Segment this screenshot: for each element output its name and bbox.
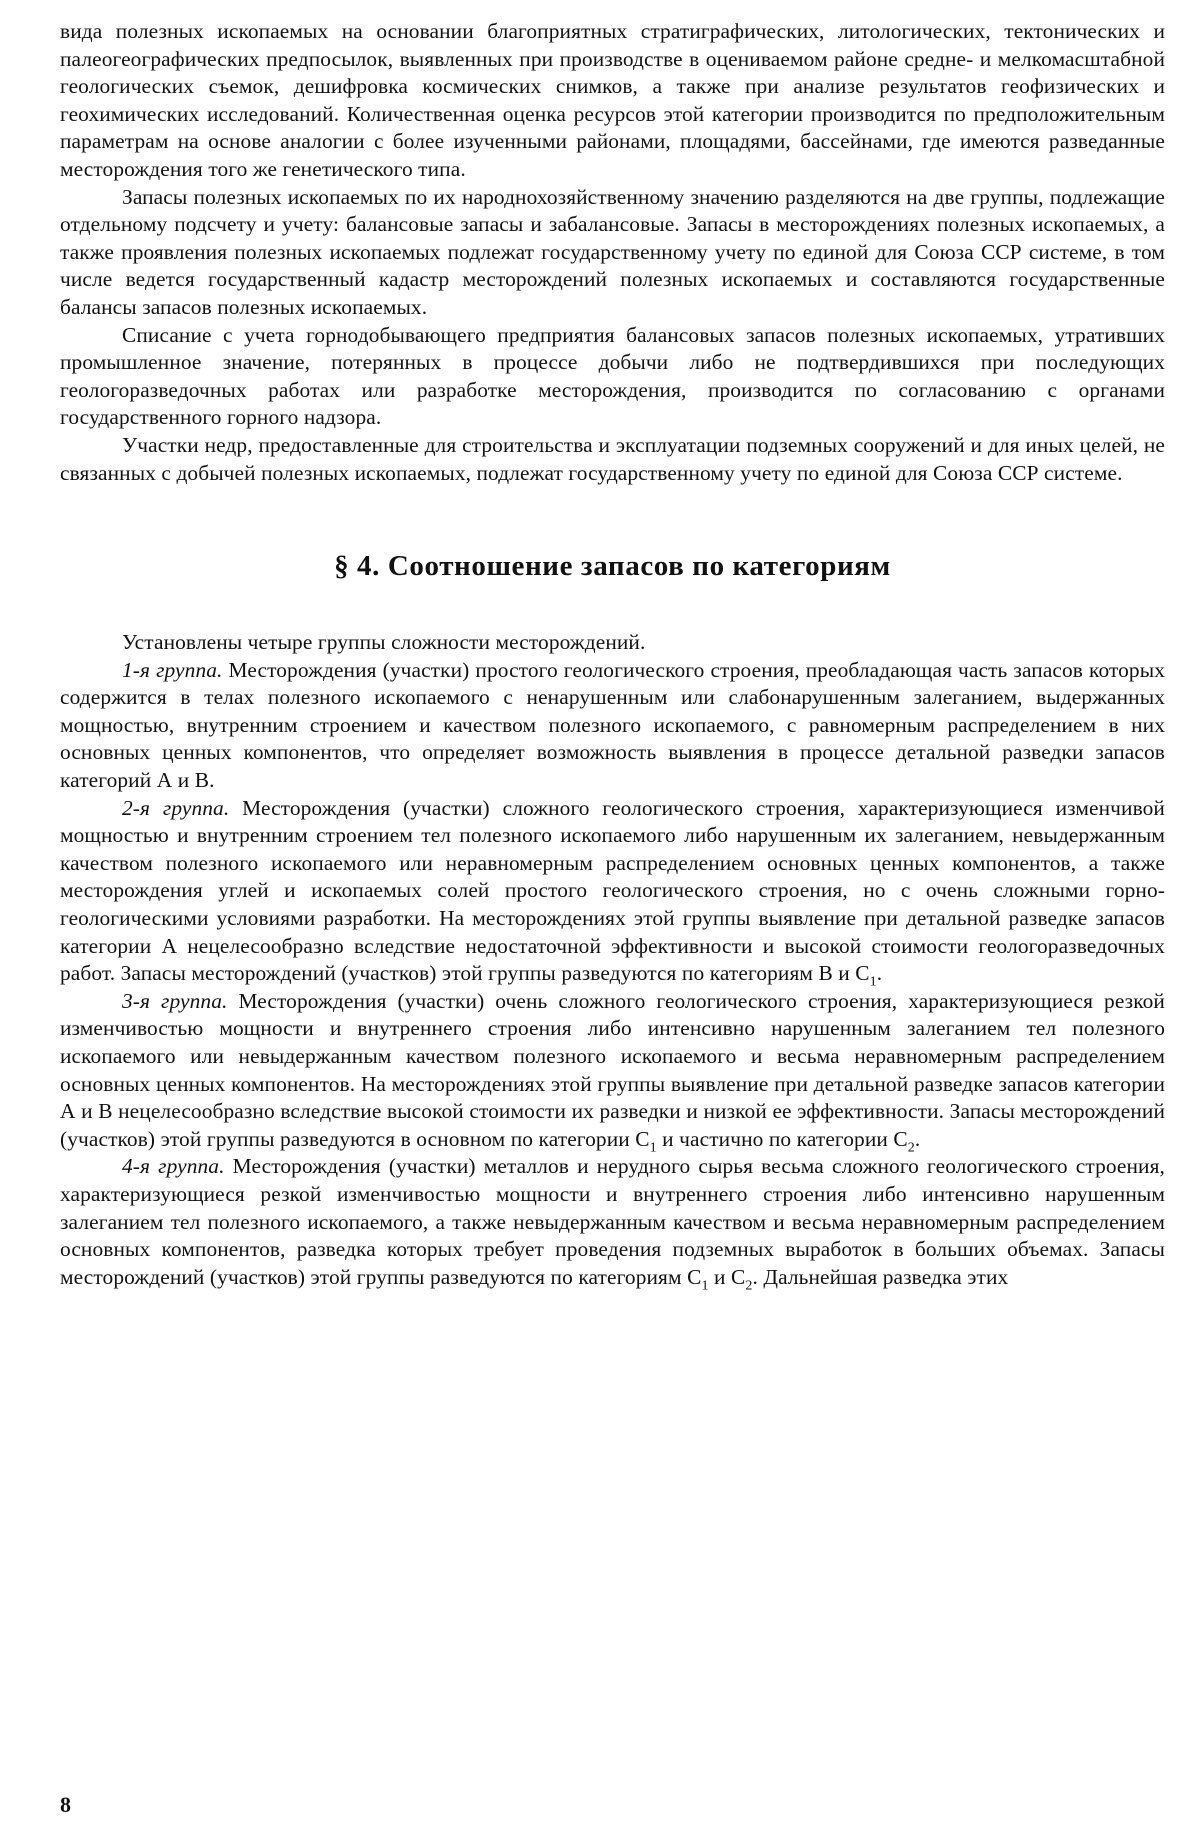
category-subscript: 2 [745, 1278, 753, 1294]
group-text: Месторождения (участки) простого геологического строения, преобладающая часть запасов которых содержится в телах полезного ископаемого с ненарушенным или слабонарушенным залеганием, выдержанных мощностью, внутренним строением и качеством полезного ископаемого, с равномерным распределением в них основных ценных компонентов, что определяет возможность выявления в процессе детальной разведки запасов категорий А и В. [60, 657, 1165, 793]
group-text-tail: . [914, 1126, 921, 1151]
group-text-tail: и частично по категории С [656, 1126, 908, 1151]
group-text: Месторождения (участки) очень сложного геологического строения, характеризующиеся резкой изменчивостью мощности и внутреннего строения либо интенсивно нарушенным залеганием тел полезного ископаемого или невыдержанным качеством полезного ископаемого и весьма неравномерным распределением основных ценных компонентов. На месторождениях этой группы выявление при детальной разведке запасов категории А и В нецелесообразно вследствие высокой стоимости их разведки и низкой ее эффективности. Запасы месторождений (участков) этой группы разведуются в основном по категории С [60, 988, 1165, 1151]
group-text: Месторождения (участки) сложного геологического строения, характеризующиеся изменчивой мощностью и внутренним строением тел полезного ископаемого либо нарушенным их залеганием, невыдержанным качеством полезного ископаемого или неравномерным распределением основных ценных компонентов, а также месторождения углей и ископаемых солей простого геологического строения, но с очень сложными горно-геологическими условиями разработки. На месторождениях этой группы выявление при детальной разведке запасов категории А нецелесообразно вследствие недостаточной эффективности и высокой стоимости геологоразведочных работ. Запасы месторождений (участков) этой группы разведуются по категориям В и С [60, 795, 1165, 986]
paragraph-resources-description: вида полезных ископаемых на основании благоприятных стратиграфических, литологических, тектонических и палеогеографических предпосылок, выявленных при производстве в оцениваемом районе средне- и мелкомасштабной геологических съемок, дешифровка космических снимков, а также при анализе результатов геофизических и геохимических исследований. Количественная оценка ресурсов этой категории производится по предположительным параметрам на основе аналогии с более изученными районами, площадями, бассейнами, где имеются разведанные месторождения того же генетического типа. [60, 19, 1165, 181]
document-page [60, 18, 1165, 1818]
group-text-tail: . [876, 961, 883, 986]
section-heading: § 4. Соотношение запасов по категориям [334, 550, 891, 583]
paragraph-subsoil-plots: Участки недр, предоставленные для строительства и эксплуатации подземных сооружений и для иных целей, не связанных с добычей полезных ископаемых, подлежат государственному учету по единой для Союза ССР системе. [60, 432, 1165, 485]
group-text: Месторождения (участки) металлов и нерудного сырья весьма сложного геологического строения, характеризующиеся резкой изменчивостью мощности и внутреннего строения либо интенсивно нарушенным залеганием тел полезного ископаемого, а также невыдержанным качеством и весьма неравномерным распределением основных компонентов, разведка которых требует проведения подземных выработок в больших объемах. Запасы месторождений (участков) этой группы разведуются по категориям С [60, 1154, 1165, 1289]
group-label: 1-я группа. [122, 657, 223, 682]
group-text-tail: и С [708, 1264, 746, 1289]
paragraph-group-1 [60, 657, 1165, 795]
paragraph-write-off: Списание с учета горнодобывающего предприятия балансовых запасов полезных ископаемых, утративших промышленное значение, потерянных в процессе добычи либо не подтвердившихся при последующих геологоразведочных работах или разработке месторождения, производится по согласованию с органами государственного горного надзора. [60, 322, 1165, 430]
paragraph-intro: Установлены четыре группы сложности месторождений. [122, 630, 646, 655]
paragraph-reserve-groups: Запасы полезных ископаемых по их народнохозяйственному значению разделяются на две группы, подлежащие отдельному подсчету и учету: балансовые запасы и забалансовые. Запасы в месторождениях полезных ископаемых, а также проявления полезных ископаемых подлежат государственному учету по единой для Союза ССР системе, в том числе ведется государственный кадастр месторождений полезных ископаемых и составляются государственные балансы запасов полезных ископаемых. [60, 184, 1165, 319]
category-subscript: 2 [907, 1140, 915, 1156]
category-subscript: 1 [649, 1140, 657, 1156]
page-number: 8 [60, 1792, 71, 1817]
group-label: 4-я группа. [122, 1154, 225, 1179]
group-label: 2-я группа. [122, 795, 230, 820]
category-subscript: 1 [869, 974, 877, 990]
paragraph-group-2 [60, 795, 1165, 988]
paragraph-group-3 [60, 988, 1165, 1154]
group-label: 3-я группа. [122, 988, 228, 1013]
group-text-tail: . Дальнейшая разведка этих [752, 1264, 1009, 1289]
category-subscript: 1 [701, 1278, 709, 1294]
paragraph-group-4 [60, 1153, 1165, 1294]
